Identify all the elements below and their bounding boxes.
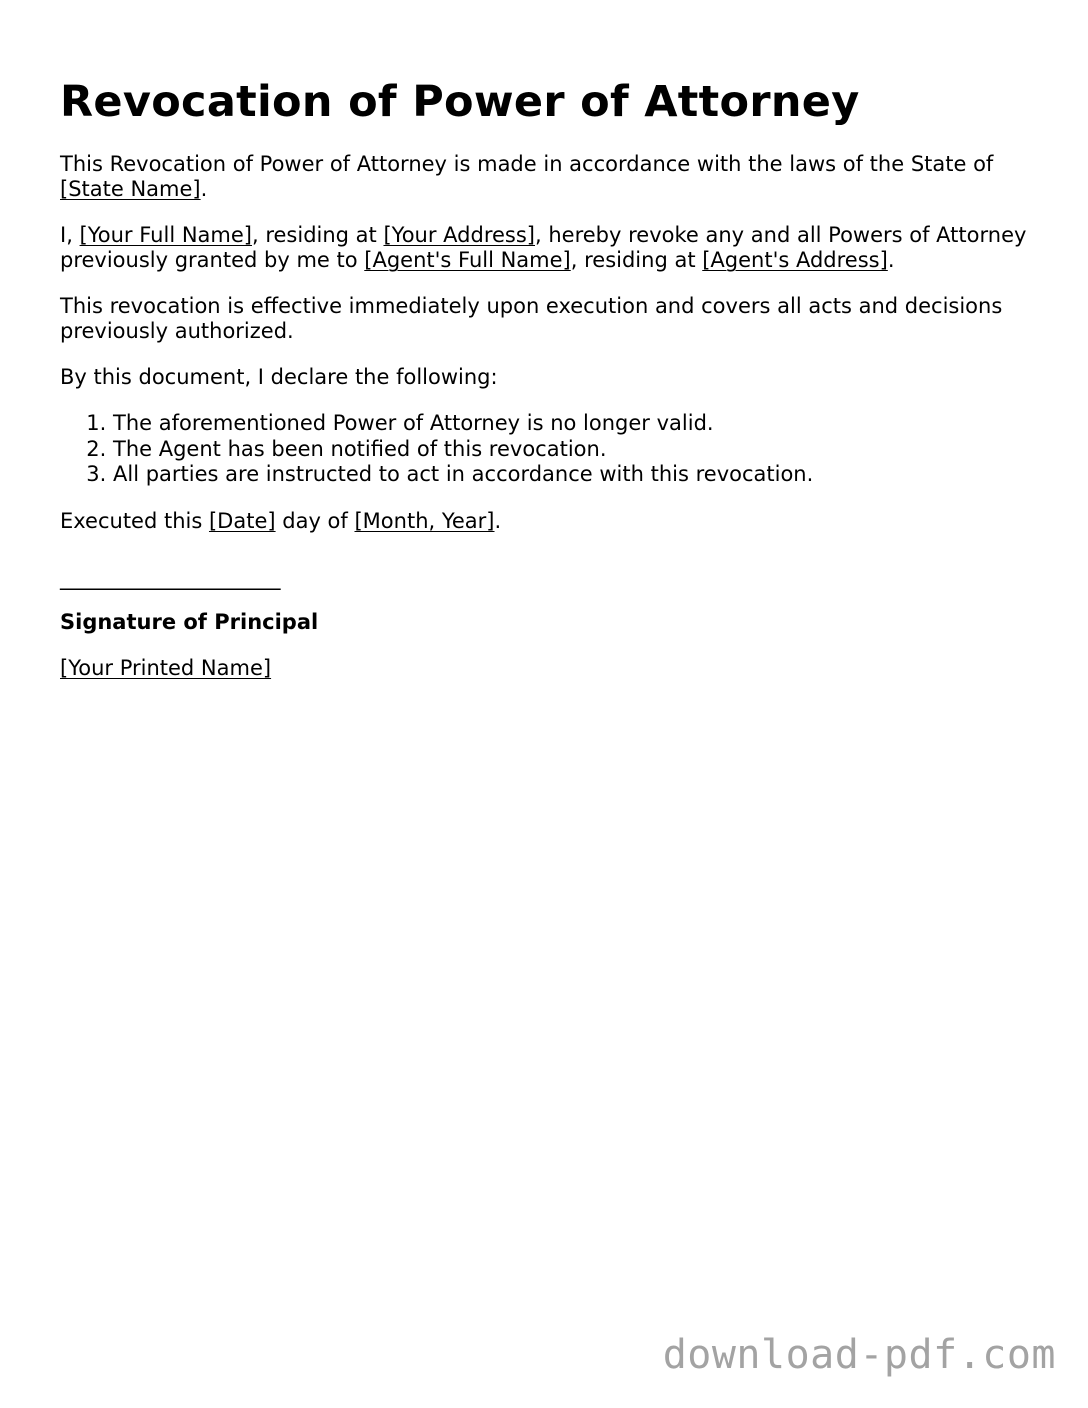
agent-address-field: [Agent's Address] [702,248,888,272]
intro-text: This Revocation of Power of Attorney is made in accordance with the laws of the State of [60,152,994,176]
address-field: [Your Address] [383,223,535,247]
intro-text-end: . [200,177,208,201]
agent-name-field: [Agent's Full Name] [364,248,571,272]
declaration-item: 1. The aforementioned Power of Attorney is no longer valid. [113,411,1030,437]
date-field: [Date] [208,508,276,533]
revoke-text-4: , residing at [570,248,703,272]
executed-text-3: . [494,508,502,533]
printed-name-paragraph [60,656,1030,681]
revoke-text-1: I, [60,223,80,247]
watermark: download-pdf.com [662,1332,1056,1378]
executed-text-1: Executed this [60,508,209,533]
declaration-item: 3. All parties are instructed to act in accordance with this revocation. [113,462,1030,488]
printed-name-field: [Your Printed Name] [60,655,272,680]
revocation-paragraph [60,223,1030,273]
state-name-field: [State Name] [60,177,201,201]
declarations-list [60,411,1030,488]
full-name-field: [Your Full Name] [79,223,252,247]
document-page [60,74,1030,702]
revoke-text-2: , residing at [251,223,384,247]
signature-label: Signature of Principal [60,609,319,634]
revoke-text-5: . [887,248,895,272]
executed-text-2: day of [275,508,355,533]
revoke-text-3: , hereby revoke any and all Powers of Attorney previously granted by me to [60,223,1027,272]
effective-paragraph: This revocation is effective immediately upon execution and covers all acts and decisions previously authorized. [60,294,1003,343]
month-year-field: [Month, Year] [354,508,495,533]
signature-line: _____________________ [60,565,281,590]
declare-intro: By this document, I declare the following: [60,365,498,389]
declaration-item: 2. The Agent has been notified of this revocation. [113,437,1030,463]
executed-paragraph [60,509,1030,534]
document-title: Revocation of Power of Attorney [60,77,860,127]
intro-paragraph [60,152,1030,202]
